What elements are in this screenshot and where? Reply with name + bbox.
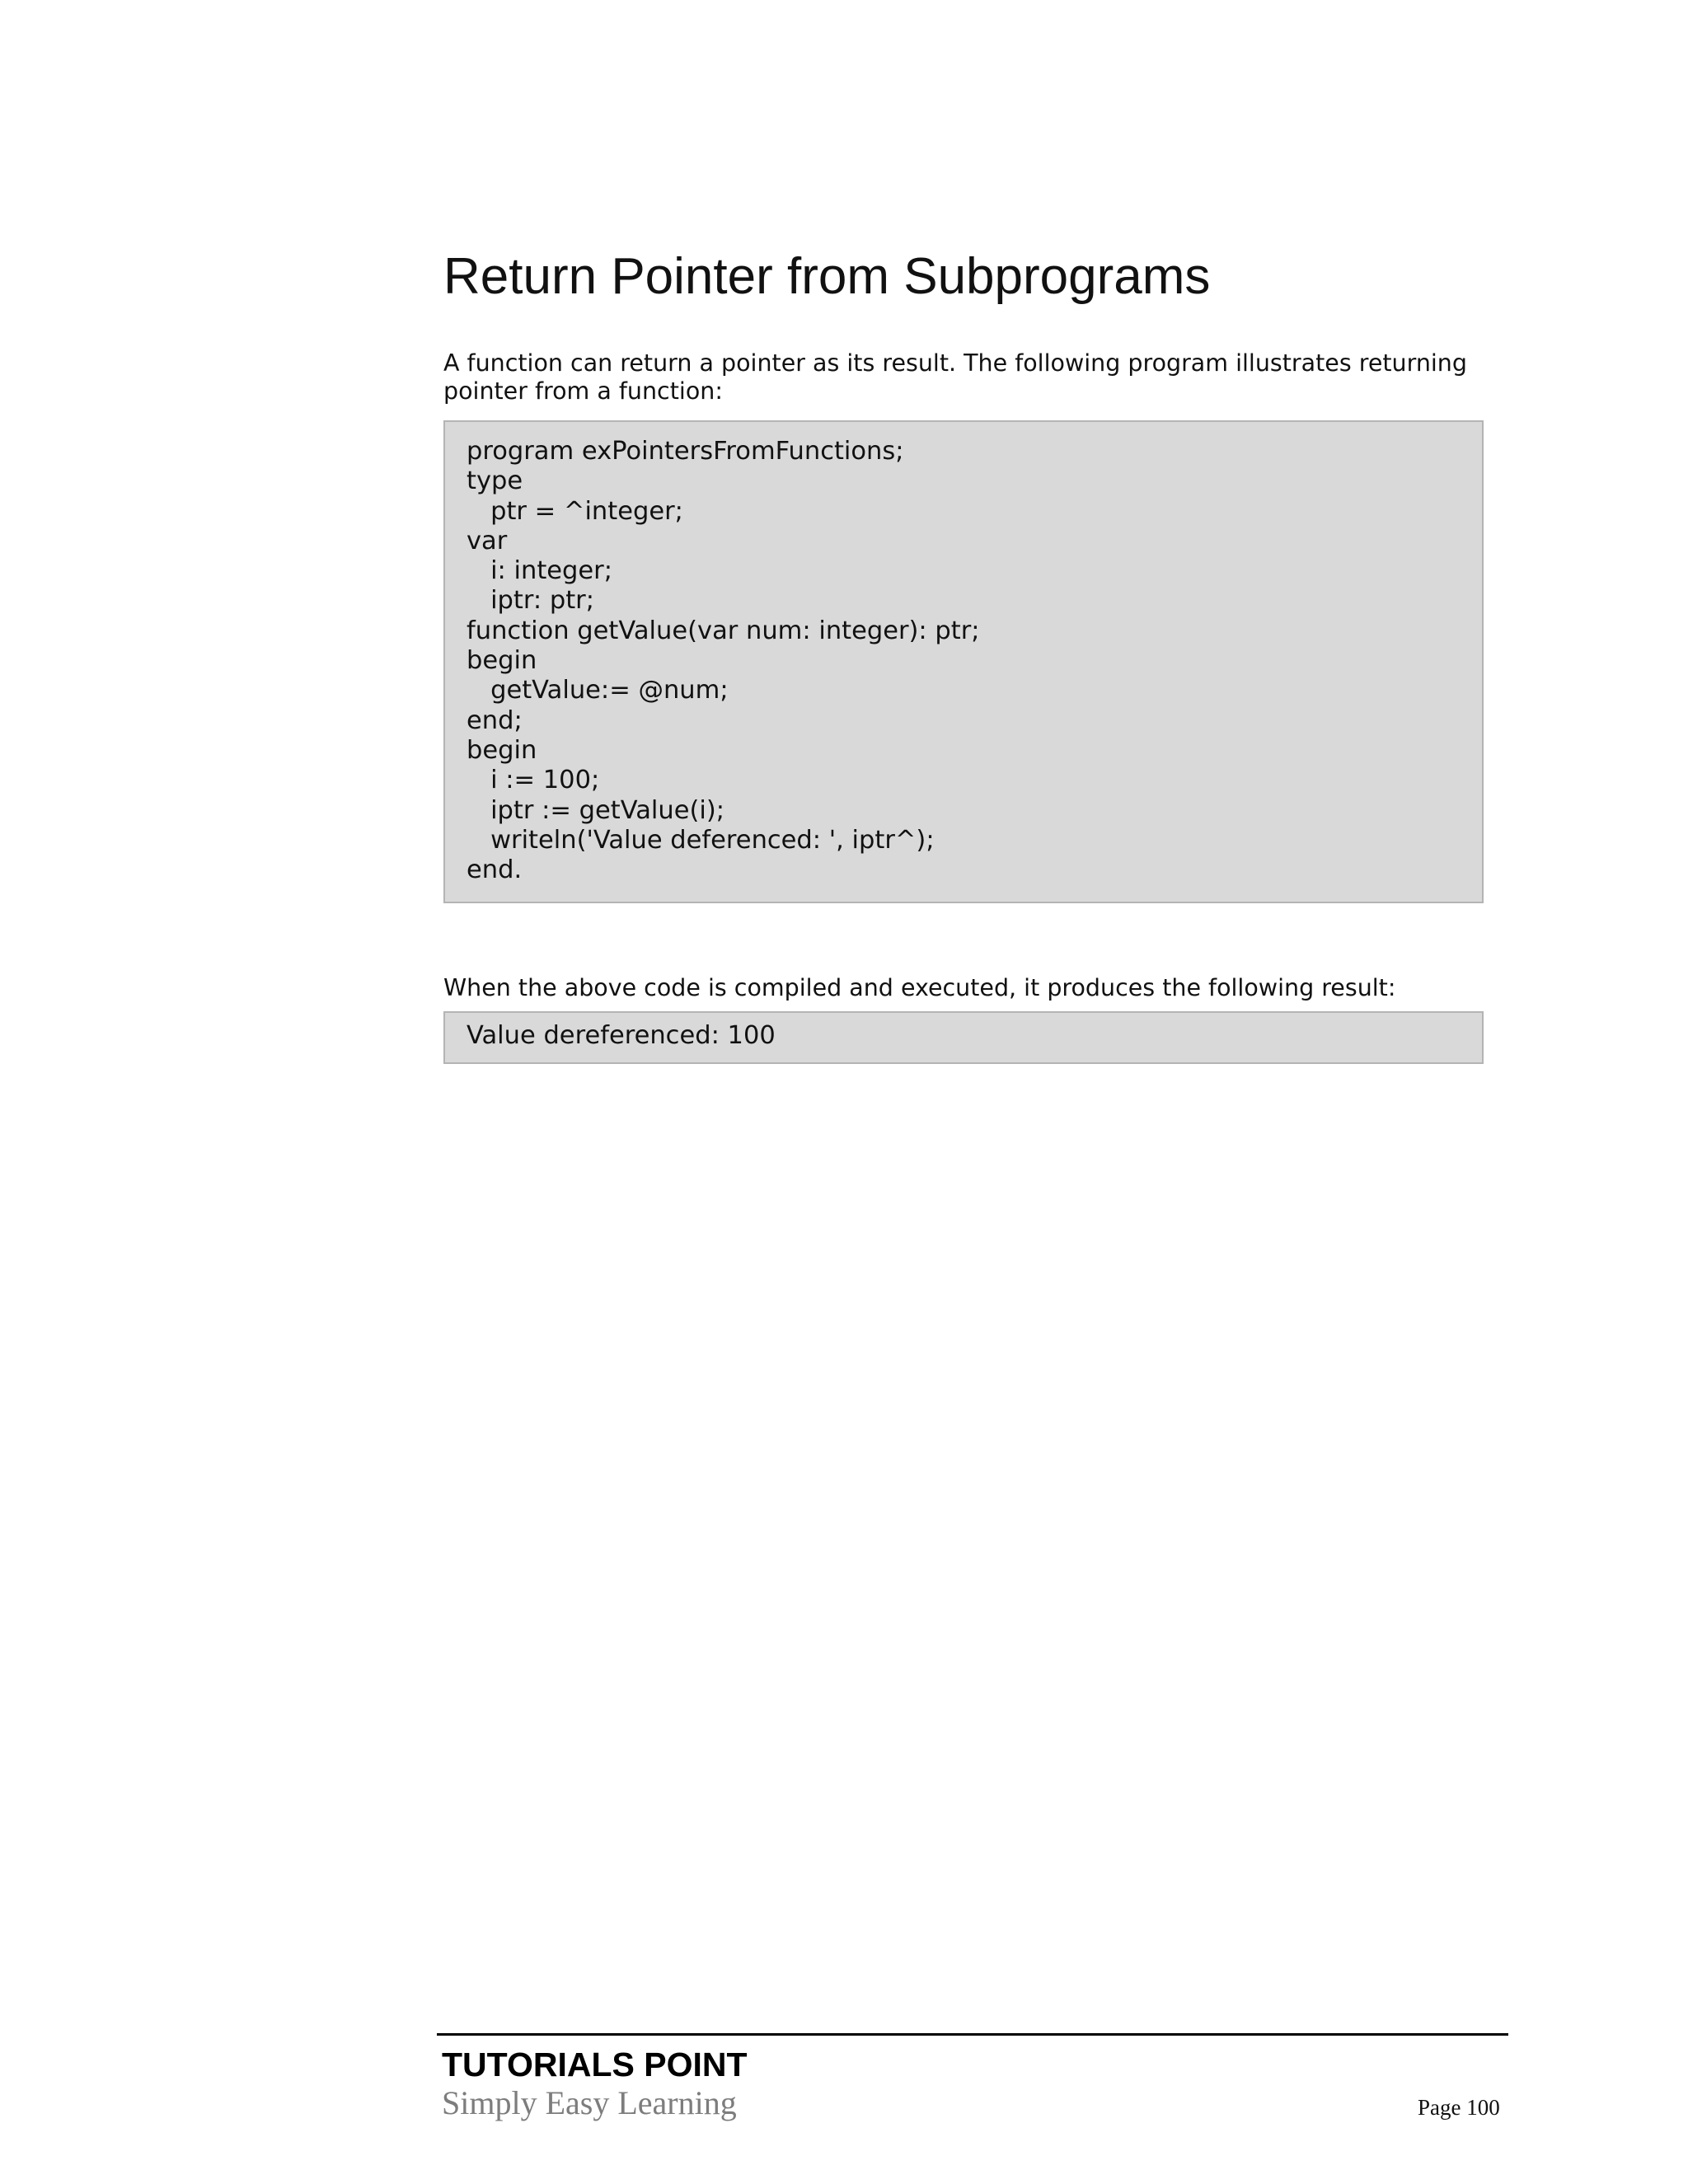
footer-brand: TUTORIALS POINT (442, 2046, 748, 2083)
code-line: var (467, 526, 508, 555)
section-title: Return Pointer from Subprograms (443, 248, 1211, 305)
page-number: Page 100 (1418, 2095, 1500, 2120)
code-line: i := 100; (467, 766, 600, 795)
code-line: ptr = ^integer; (467, 496, 683, 526)
code-line: i: integer; (467, 556, 612, 586)
code-line: program exPointersFromFunctions; (467, 437, 904, 466)
output-box (443, 1011, 1484, 1064)
code-line: end. (467, 855, 523, 885)
footer-divider (437, 2033, 1508, 2036)
output-line: Value dereferenced: 100 (467, 1021, 776, 1050)
code-line: function getValue(var num: integer): ptr; (467, 616, 980, 645)
code-line: getValue:= @num; (467, 676, 729, 705)
code-line: type (467, 466, 523, 496)
code-line: begin (467, 735, 537, 765)
code-line: end; (467, 705, 523, 735)
code-line: writeln('Value deferenced: ', iptr^); (467, 825, 935, 855)
intro-paragraph: A function can return a pointer as its result. The following program illustrates returning pointer from a function: (443, 349, 1467, 405)
code-line: iptr: ptr; (467, 586, 594, 616)
code-listing (443, 420, 1484, 903)
result-intro-paragraph: When the above code is compiled and executed, it produces the following result: (443, 974, 1396, 1001)
footer-tagline: Simply Easy Learning (442, 2084, 737, 2121)
code-line: iptr := getValue(i); (467, 795, 725, 825)
code-line: begin (467, 646, 537, 676)
